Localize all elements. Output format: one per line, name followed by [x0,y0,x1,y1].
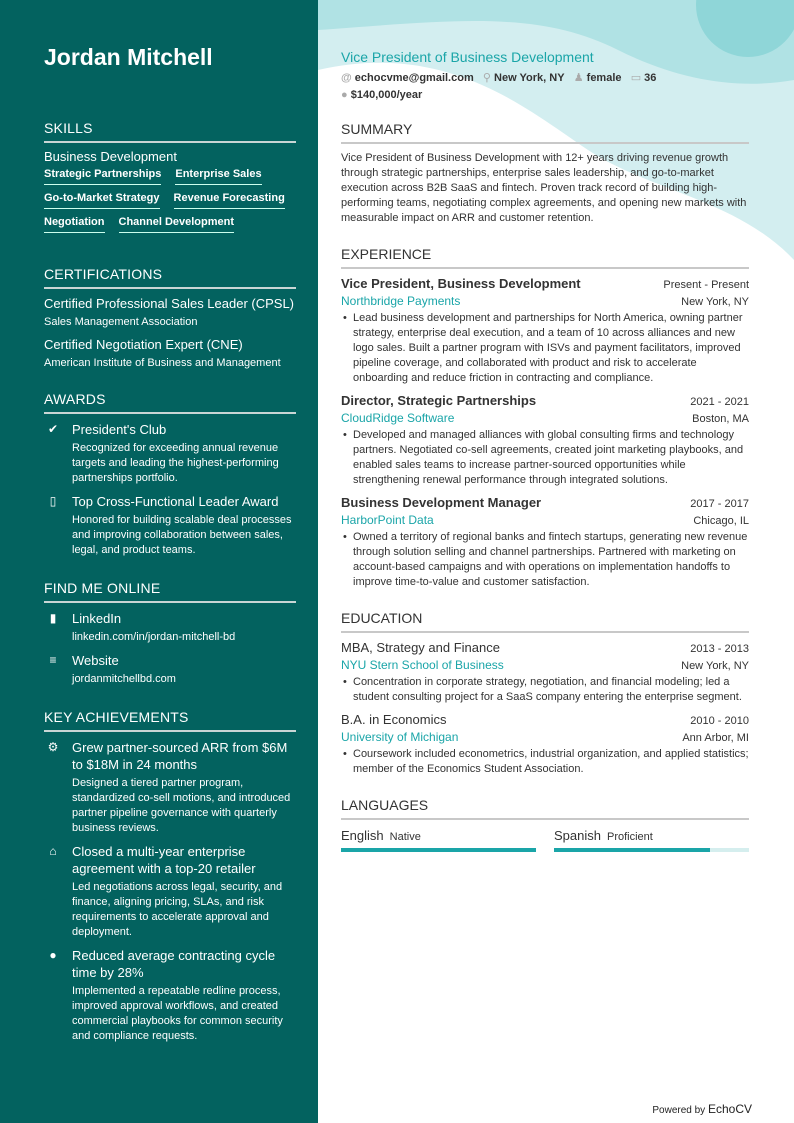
edu-location: New York, NY [681,660,749,672]
footer-prefix: Powered by [652,1105,706,1116]
online-item [44,652,296,687]
skill-tag: Channel Development [119,216,235,233]
language-bar [554,848,749,852]
exp-company: CloudRidge Software [341,411,455,425]
education-heading: EDUCATION [341,610,749,633]
language-level: Proficient [606,831,653,843]
achievement-desc: Designed a tiered partner program, standardized co-sell motions, and introduced partner pipeline governance with quarterly business reviews. [72,777,291,834]
achievement-item [44,947,296,1044]
achievement-title: Grew partner-sourced ARR from $6M to $18M in 24 months [72,740,288,772]
award-item [44,493,296,558]
skill-tag: Revenue Forecasting [174,192,285,209]
skill-tag: Strategic Partnerships [44,168,161,185]
achievements-heading: KEY ACHIEVEMENTS [44,709,296,732]
achievement-title: Reduced average contracting cycle time by 28% [72,948,276,980]
award-item [44,421,296,486]
calendar-icon: ▭ [630,72,642,84]
achievement-desc: Led negotiations across legal, security, and finance, aligning pricing, SLAs, and risk requirements to accelerate approval and deployment. [72,881,283,938]
award-desc: Honored for building scalable deal processes and improving collaboration between sales, legal, and product teams. [72,514,292,556]
summary-text: Vice President of Business Development with 12+ years driving revenue growth through strategic partnerships, enterprise sales leadership, and go-to-market execution across B2B SaaS and fintech. Proven track record of building high-performing teams, negotiating complex agreements, and opening new markets with measurable impact on ARR and customer retention. [341,152,747,224]
skill-tag: Negotiation [44,216,105,233]
exp-dates: 2017 - 2017 [690,498,749,510]
language-item [341,827,536,852]
edu-school: University of Michigan [341,730,459,744]
award-title: President's Club [72,422,167,437]
menu-icon: ≡ [49,653,57,667]
skill-tag: Go-to-Market Strategy [44,192,160,209]
experience-item [341,393,749,488]
mobile-icon: ▯ [49,494,57,508]
summary-heading: SUMMARY [341,121,749,144]
exp-desc: • Developed and managed alliances with global consulting firms and technology partners. Negotiated co-sell agreements, created joint marketing playbooks, and enabled sales teams to increase partner-sourced opportunities while strengthening renewal performance through integrated solutions. [341,428,749,488]
awards-heading: AWARDS [44,391,296,414]
cert-title: Certified Negotiation Expert (CNE) [44,337,243,352]
edu-degree: MBA, Strategy and Finance [341,640,500,655]
achievement-item [44,843,296,940]
achievement-title: Closed a multi-year enterprise agreement with a top-20 retailer [72,844,256,876]
online-item [44,610,296,645]
age: 36 [644,72,657,84]
exp-title: Business Development Manager [341,495,542,510]
job-title: Vice President of Business Development [341,49,594,65]
exp-dates: 2021 - 2021 [690,396,749,408]
candidate-name: Jordan Mitchell [44,44,213,70]
experience-heading: EXPERIENCE [341,246,749,269]
language-item [554,827,749,852]
experience-item [341,276,749,386]
achievement-item [44,739,296,836]
experience-item [341,495,749,590]
exp-title: Director, Strategic Partnerships [341,393,537,408]
gender: female [586,72,622,84]
language-bar [341,848,536,852]
skill-tag: Enterprise Sales [175,168,261,185]
footer [652,1102,752,1116]
languages-heading: LANGUAGES [341,797,749,820]
cert-issuer: Sales Management Association [44,316,198,328]
exp-desc: • Lead business development and partnerships for North America, owning partner strategy, enterprise deal execution, and a team of 10 across alliances and new logo sales. Built a partner program with ISVs and payment facilitators, improved pipeline coverage, and collaborated with product and risk to accelerate onboarding and reduce friction in contracting and compliance. [341,311,749,386]
location-icon: ⚲ [482,72,491,84]
exp-desc: • Owned a territory of regional banks and fintech startups, generating new revenue through solution selling and channel partnerships. Partnered with marketing on account-based campaigns and with operations on implementation handoffs to improve time-to-value and customer satisfaction. [341,530,749,590]
exp-location: Boston, MA [692,413,749,425]
main-content [341,0,749,1123]
at-icon: @ [341,72,352,84]
website-link[interactable]: jordanmitchellbd.com [72,673,176,685]
achievement-desc: Implemented a repeatable redline process, improved approval workflows, and created commercial playbooks for common security and compliance requests. [72,985,283,1042]
exp-location: Chicago, IL [693,515,749,527]
edu-degree: B.A. in Economics [341,712,447,727]
edu-dates: 2013 - 2013 [690,643,749,655]
salary: $140,000/year [350,89,423,101]
exp-title: Vice President, Business Development [341,276,581,291]
linkedin-link[interactable]: linkedin.com/in/jordan-mitchell-bd [72,631,236,643]
cake-icon: ⌂ [49,844,57,858]
footer-brand[interactable]: EchoCV [707,1102,752,1116]
skill-primary: Business Development [44,149,177,164]
certifications-heading: CERTIFICATIONS [44,266,296,289]
skills-heading: SKILLS [44,120,296,143]
sidebar [0,0,318,1123]
language-name: English [341,828,384,843]
language-level: Native [389,831,421,843]
cert-issuer: American Institute of Business and Management [44,357,281,369]
exp-company: HarborPoint Data [341,513,434,527]
online-heading: FIND ME ONLINE [44,580,296,603]
chat-icon: ● [49,948,57,962]
bookmark-icon: ▮ [49,611,57,625]
online-title: Website [72,653,119,668]
cert-title: Certified Professional Sales Leader (CPSL) [44,296,295,311]
edu-dates: 2010 - 2010 [690,715,749,727]
languages-list [341,827,749,852]
edu-school: NYU Stern School of Business [341,658,504,672]
education-item [341,712,749,777]
location: New York, NY [494,72,565,84]
award-title: Top Cross-Functional Leader Award [72,494,279,509]
check-circle-icon: ✔ [47,422,59,436]
award-desc: Recognized for exceeding annual revenue targets and leading the highest-performing partnerships portfolio. [72,442,279,484]
exp-company: Northbridge Payments [341,294,461,308]
education-item [341,640,749,705]
email[interactable]: echocvme@gmail.com [354,72,474,84]
edu-desc: • Coursework included econometrics, industrial organization, and applied statistics; member of the Economics Student Association. [341,747,749,777]
person-icon: ♟ [573,72,584,84]
contact-info [341,70,749,104]
edu-location: Ann Arbor, MI [682,732,749,744]
gear-icon: ⚙ [47,740,59,754]
exp-location: New York, NY [681,296,749,308]
online-title: LinkedIn [72,611,122,626]
skill-tags [44,168,296,240]
exp-dates: Present - Present [663,279,749,291]
language-name: Spanish [554,828,601,843]
edu-desc: • Concentration in corporate strategy, negotiation, and financial modeling; led a student consulting project for a SaaS company entering the enterprise segment. [341,675,749,705]
money-icon: ● [341,89,348,101]
